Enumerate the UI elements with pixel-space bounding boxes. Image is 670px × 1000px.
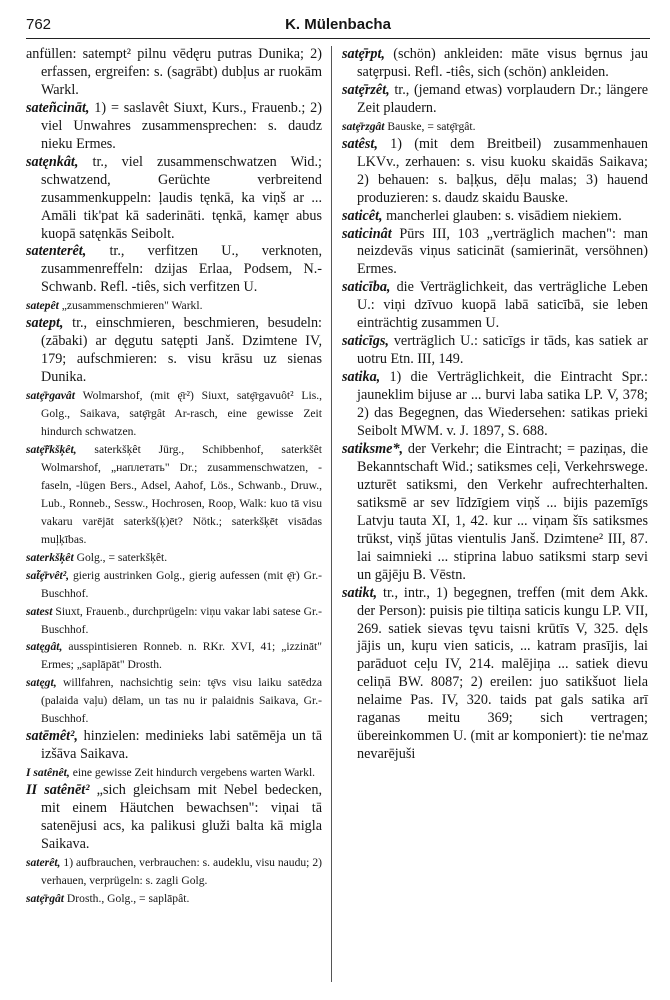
dictionary-entry bbox=[342, 208, 648, 226]
entry-headword: satęnkât, bbox=[26, 153, 79, 170]
entry-headword: I satênêt, bbox=[26, 766, 70, 780]
entry-text: eine gewisse Zeit hindurch vergebens warten Warkl. bbox=[69, 766, 316, 780]
entry-headword: satest bbox=[26, 604, 53, 618]
dictionary-entry bbox=[26, 549, 322, 567]
entry-headword: saticība, bbox=[342, 279, 391, 296]
entry-text: hinzielen: medinieks labi satēmēja un tā izšāva Saikava. bbox=[41, 728, 322, 763]
page-number: 762 bbox=[26, 16, 52, 33]
dictionary-entry bbox=[26, 154, 322, 244]
entry-headword: saticīgs, bbox=[342, 333, 389, 350]
entry-text: der Verkehr; die Eintracht; = paziņas, die Bekanntschaft Wid.; satiksmes ceļi, Verkehrswege. uzturēt satiksmi, den Verkehr aufrechterhalten. satiksmē ar sev līdzīgiem viņš ... bijis pazemīgs Latvju tauta XI, 1, 42. kur ... viņam šīs satiksmes trūkst, viņš jūtas vientulis Janš. Dzimtene² III, 87. lai saimnieki ... stiprina labuo satiksmi starp sevi un gājēju B. Vēstn. bbox=[357, 440, 648, 583]
entry-text: tr., einschmieren, beschmieren, besudeln: (zābaki) ar dęgutu satępti Janš. Dzimtene IV, 179; aufschmieren: s. visu krāsu uz sienas Dunika. bbox=[41, 315, 322, 386]
entry-headword: satenterêt, bbox=[26, 243, 87, 260]
entry-headword: satēmêt², bbox=[26, 728, 78, 745]
entry-headword: satȩ̄rgât bbox=[26, 891, 65, 905]
entry-headword: satȩ̄r̃kšķêt, bbox=[26, 442, 77, 456]
entry-headword: satiksme*, bbox=[342, 440, 404, 457]
entry-text: Wolmarshof, (mit ę̄r²) Siuxt, satȩ̄rgavuôt² Lis., Golg., Saikava, satȩ̄rgât Ar-rasch, eine gewisse Zeit hindurch schwatzen. bbox=[41, 389, 322, 439]
entry-headword: saticêt, bbox=[342, 207, 383, 224]
dictionary-entry bbox=[26, 243, 322, 297]
entry-text: verträglich U.: saticīgs ir tāds, kas satiek ar uotru Etn. III, 149. bbox=[357, 333, 648, 368]
entry-text: Golg., = saterkšķêt. bbox=[73, 550, 168, 564]
entry-text: „zusammenschmieren" Warkl. bbox=[58, 299, 203, 313]
dictionary-entry bbox=[26, 315, 322, 387]
dictionary-entry bbox=[26, 764, 322, 782]
header-rule bbox=[26, 38, 650, 39]
dictionary-entry bbox=[342, 369, 648, 441]
entry-headword: satepêt bbox=[26, 299, 59, 313]
entry-headword: saterêt, bbox=[26, 855, 61, 869]
entry-text: (schön) ankleiden: māte visus bȩrnus jau satȩrpusi. Refl. -tiês, sich (schön) ankleiden. bbox=[357, 46, 648, 80]
dictionary-entry bbox=[26, 890, 322, 908]
entry-text: 1) (mit dem Breitbeil) zusammenhauen LKVv., zerhauen: s. visu kuoku skaidās Saikava; 2) behauen: s. baļķus, dēļu malas; 3) hauend produzieren: s. daudz skaidu Bauske. bbox=[357, 135, 648, 206]
entry-text: tr., intr., 1) begegnen, treffen (mit dem Akk. der Person): puisis pie tiltiņa saticis kungu LP. VII, 269. satiek sievas tȩvu taisni krūtīs V, 325. dęls jājis un, kuŗu vien saticis, ... katram prasījis, lai parāduot ceļu IV, 214. malējiņa ... satiek dievu celiņā BW. 8087; 2) ereilen: juo satikšuot liela nelaime Pas. IV, 320. taids pat gals satika arī raganas meitu 369; sich vertragen; übereinkommen U. (mit ar komponiert): tie ne'maz nevarējuši bbox=[357, 584, 648, 763]
entry-text: gierig austrinken Golg., gierig aufessen (mit ę̄r) Gr.-Buschhof. bbox=[41, 568, 322, 600]
dictionary-entry bbox=[342, 585, 648, 765]
dictionary-entry bbox=[342, 279, 648, 333]
entry-text: 1) = saslavêt Siuxt, Kurs., Frauenb.; 2) viel Unwahres zusammensprechen: s. daudz nieku Ermes. bbox=[41, 99, 322, 152]
entry-text: willfahren, nachsichtig sein: tȩ̄vs visu laiku satēdza (palaida vaļu) dēlam, un tas nu ir palaidnis Saikava, Gr.-Buschhof. bbox=[41, 676, 322, 726]
dictionary-entry bbox=[342, 82, 648, 118]
entry-text: 1) aufbrauchen, verbrauchen: s. audeklu, visu naudu; 2) verhauen, verprügeln: s. zagli Golg. bbox=[41, 855, 322, 887]
dictionary-entry bbox=[26, 46, 322, 100]
entry-text: Bauske, = satȩ̄rgât. bbox=[384, 119, 476, 133]
entry-headword: satika, bbox=[342, 369, 381, 386]
dictionary-entry bbox=[342, 226, 648, 280]
entry-headword: saterkšķêt bbox=[26, 550, 74, 564]
dictionary-entry bbox=[26, 854, 322, 890]
dictionary-entry bbox=[342, 46, 648, 82]
page-title: K. Mülenbacha bbox=[285, 16, 391, 33]
entry-headword: satęgât, bbox=[26, 640, 63, 654]
entry-text: Pūrs III, 103 „verträglich machen": man neizdevās viņus saticināt (samierināt, versöhnen) Ermes. bbox=[357, 225, 648, 278]
entry-headword: sateñcināt, bbox=[26, 99, 90, 116]
entry-text: 1) die Verträglichkeit, die Eintracht Spr.: jauneklim bijuse ar ... burvi laba satika LP. V, 378; 2) das Begegnen, das Wiedersehen: satikas prieki Seibolt MWM. v. J. 1897, S. 688. bbox=[357, 369, 648, 440]
dictionary-entry bbox=[26, 728, 322, 764]
entry-text: tr., (jemand etwas) vorplaudern Dr.; längere Zeit plaudern. bbox=[357, 81, 648, 116]
entry-headword: satȩ̄rzgât bbox=[342, 119, 385, 133]
dictionary-entry bbox=[26, 100, 322, 154]
entry-text: saterkšķêt Jürg., Schibbenhof, saterkšêt Wolmarshof, „наплетать" Dr.; zusammenschwatzen, -faseln, -lügen Bers., Adsel, Aahof, Lös., Schwanb., Druw., Lub., Ronneb., Sessw., Hochrosen, Roop, Walk: kuo tā visu vakaru varējāt saterkš(ķ)ēt? Nötk.; saterkšķēt visādas muļķības. bbox=[41, 442, 322, 546]
entry-headword: satept, bbox=[26, 315, 64, 332]
entry-headword: satȩ̄rpt, bbox=[342, 46, 385, 62]
column-divider bbox=[331, 46, 332, 982]
entry-text: anfüllen: satempt² pilnu vēdęru putras Dunika; 2) erfassen, ergreifen: s. (sagrābt) dubļus ar ruokām Warkl. bbox=[26, 46, 322, 98]
entry-headword: satȩ̄rgavât bbox=[26, 389, 75, 403]
entry-headword: satȩ̄rzêt, bbox=[342, 81, 390, 98]
entry-text: tr., verfitzen U., verknoten, zusammenreffeln: dzijas Erlaa, Podsem, N.-Schwanb. Refl. -tiês, sich verfitzen U. bbox=[41, 243, 322, 296]
entry-text: mancherlei glauben: s. visādiem niekiem. bbox=[382, 207, 622, 224]
entry-text: Siuxt, Frauenb., durchprügeln: viņu vakar labi satese Gr.-Buschhof. bbox=[41, 604, 322, 636]
dictionary-entry bbox=[26, 441, 322, 549]
entry-text: ausspintisieren Ronneb. n. RKr. XVI, 41; „izzināt" Ermes; „saplāpāt" Drosth. bbox=[41, 640, 322, 672]
entry-headword: II satênēt² bbox=[26, 782, 90, 799]
dictionary-entry bbox=[26, 638, 322, 674]
entry-text: tr., viel zusammenschwatzen Wid.; schwatzend, Gerüchte verbreitend zusammenkuppeln: ļaudis tęnkā, ka viņš ar ... Amāli tik'pat kā saderināti. tęnkā, kamęr abus kuopā satęnkās Seibolt. bbox=[41, 153, 322, 242]
entry-text: „sich gleichsam mit Nebel bedecken, mit einem Häutchen bewachsen": viņai tā satenējusi acs, ka palikusi gluži balta kā migla Saikava. bbox=[41, 782, 323, 852]
dictionary-entry bbox=[26, 387, 322, 441]
left-column bbox=[26, 46, 322, 908]
entry-headword: satikt, bbox=[342, 584, 378, 601]
dictionary-entry bbox=[26, 567, 322, 603]
entry-headword: satêst, bbox=[342, 135, 378, 152]
dictionary-entry bbox=[26, 782, 322, 854]
entry-headword: sat̃ȩ̄rvêt², bbox=[26, 568, 70, 582]
entry-headword: saticinât bbox=[342, 225, 392, 242]
dictionary-entry bbox=[26, 297, 322, 315]
dictionary-entry bbox=[26, 674, 322, 728]
page-header bbox=[26, 14, 650, 36]
dictionary-entry bbox=[342, 333, 648, 369]
entry-text: Drosth., Golg., = saplāpât. bbox=[64, 891, 190, 905]
dictionary-entry bbox=[342, 136, 648, 208]
dictionary-entry bbox=[342, 118, 648, 136]
dictionary-entry bbox=[26, 603, 322, 639]
right-column bbox=[342, 46, 648, 764]
entry-text: die Verträglichkeit, das verträgliche Leben U.: viņi dzīvuo kuopā labā saticībā, sie leben einträchtig zusammen U. bbox=[357, 279, 648, 332]
dictionary-entry bbox=[342, 441, 648, 585]
entry-headword: satęgt, bbox=[26, 676, 57, 690]
